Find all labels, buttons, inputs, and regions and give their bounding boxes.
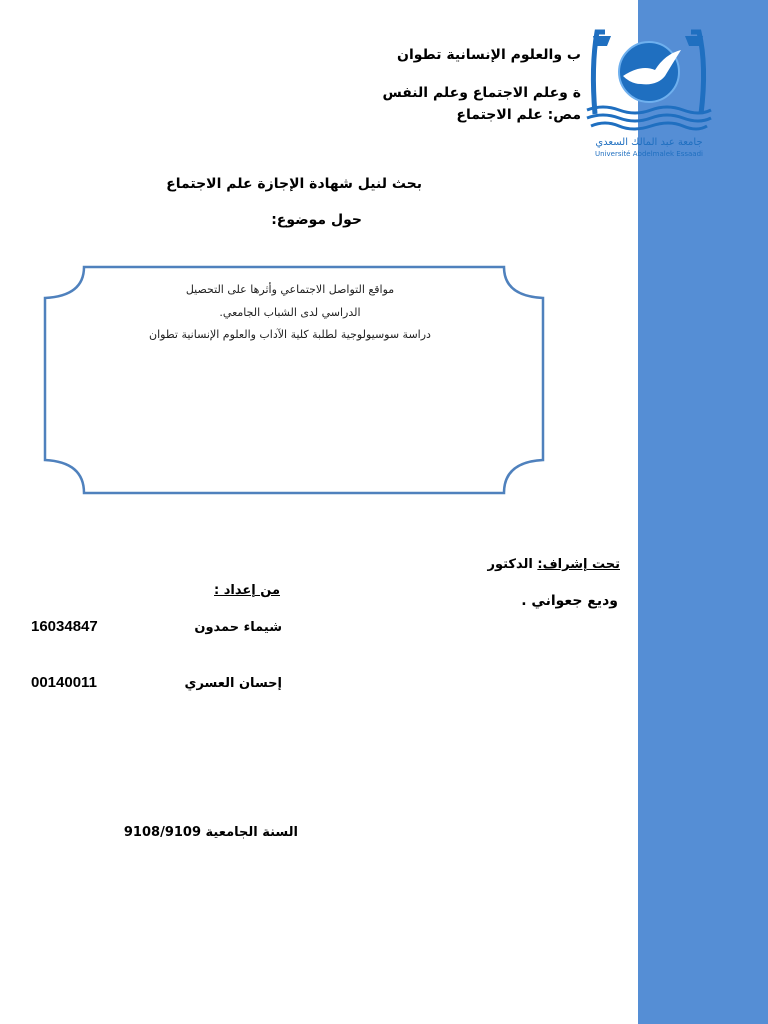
supervisor-title: الدكتور (487, 557, 533, 572)
topic-line-3: دراسة سوسيولوجية لطلبة كلية الآداب والعلوم الإنسانية تطوان (149, 328, 431, 341)
topic-label: حول موضوع: (271, 212, 362, 228)
supervision-label: تحت إشراف: (537, 557, 620, 572)
logo-arabic-text: جامعة عبد المالك السعدي (595, 137, 703, 148)
student-name: شيماء حمدون (194, 620, 282, 635)
student-id: 16034847 (31, 618, 98, 635)
academic-year: السنة الجامعية 9108/9109 (123, 825, 298, 840)
topic-frame (38, 264, 550, 498)
department-header: ة وعلم الاجتماع وعلم النفس (382, 85, 581, 101)
topic-line-1: مواقع التواصل الاجتماعي وأثرها على التحصيل (185, 283, 395, 296)
university-logo (583, 26, 715, 160)
student-id: 00140011 (31, 674, 97, 691)
supervision-line (487, 557, 620, 572)
specialization-header: مص: علم الاجتماع (456, 107, 581, 123)
thesis-title: بحث لنيل شهادة الإجازة علم الاجتماع (166, 176, 422, 192)
faculty-name-header: ب والعلوم الإنسانية تطوان (397, 47, 581, 63)
dove-logo-icon (583, 26, 715, 160)
supervisor-name: وديع جعواني . (521, 593, 618, 609)
student-name: إحسان العسري (184, 676, 282, 691)
prepared-by-label: من إعداد : (214, 583, 280, 598)
logo-french-text: Université Abdelmalek Essaadi (595, 150, 703, 158)
topic-line-2: الدراسي لدى الشباب الجامعي. (219, 306, 361, 319)
